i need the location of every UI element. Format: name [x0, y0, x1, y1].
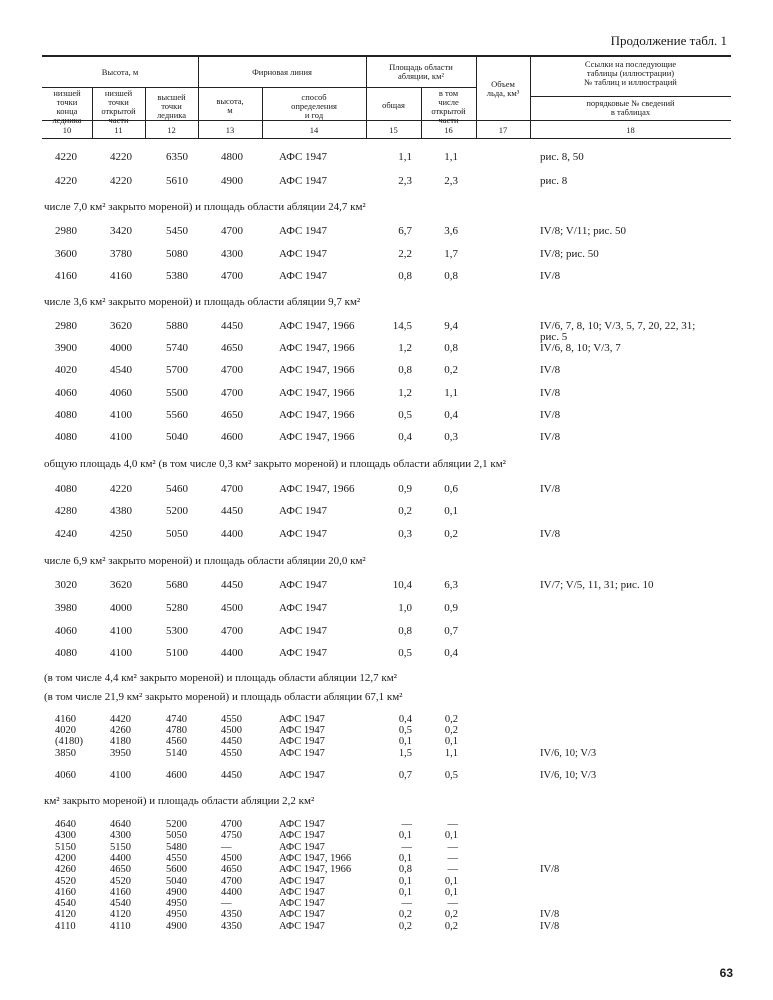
cell-c14: АФС 1947 — [279, 248, 328, 260]
header-area-group: Площадь области абляции, км² — [389, 62, 453, 81]
cell-c13: 4450 — [221, 736, 242, 747]
cell-c18: IV/6, 10; V/3 — [540, 748, 597, 759]
cell-c10: 4120 — [55, 909, 76, 920]
header-col10: низшей точки конца ледника — [52, 88, 82, 125]
cell-c10: 4260 — [55, 864, 76, 875]
cell-c11: 4110 — [110, 921, 131, 932]
cell-c18: IV/8; V/11; рис. 50 — [540, 225, 626, 237]
cell-c16: 0,1 — [444, 505, 458, 517]
cell-c16: 0,2 — [444, 921, 458, 932]
header-col14: способ определения и год — [291, 92, 337, 120]
cell-c16: 6,3 — [444, 579, 458, 591]
cell-c13: 4400 — [221, 887, 242, 898]
cell-c11: 4220 — [110, 151, 132, 163]
cell-c12: 5740 — [166, 342, 188, 354]
cell-c11: 4120 — [110, 909, 131, 920]
cell-c16: 0,1 — [444, 736, 458, 747]
header-col12: высшей точки ледника — [156, 92, 187, 120]
cell-c13: 4700 — [221, 364, 243, 376]
cell-c11: 4650 — [110, 864, 131, 875]
cell-c15: 0,5 — [398, 725, 412, 736]
cell-c16: 2,3 — [444, 175, 458, 187]
cell-c18-continuation: рис. 5 — [540, 331, 568, 343]
cell-c18: IV/8 — [540, 387, 561, 399]
section-note: (в том числе 4,4 км² закрыто мореной) и площадь области абляции 12,7 км² — [44, 672, 397, 684]
cell-c16: 0,2 — [444, 725, 458, 736]
cell-c13: 4400 — [221, 528, 243, 540]
cell-c13: 4400 — [221, 647, 243, 659]
cell-c15: 0,1 — [398, 876, 412, 887]
cell-c13: 4650 — [221, 409, 243, 421]
cell-c11: 4100 — [110, 647, 132, 659]
cell-c15: — — [401, 898, 412, 909]
cell-c13: 4650 — [221, 864, 242, 875]
section-note: (в том числе 21,9 км² закрыто мореной) и площадь области абляции 67,1 км² — [44, 691, 403, 703]
col-number: 15 — [389, 125, 398, 135]
cell-c18: IV/8 — [540, 909, 560, 920]
cell-c11: 4540 — [110, 364, 132, 376]
cell-c16: 0,7 — [444, 625, 458, 637]
cell-c12: 5880 — [166, 320, 188, 332]
cell-c10: 3900 — [55, 342, 77, 354]
cell-c14: АФС 1947 — [279, 528, 328, 540]
cell-c10: 3980 — [55, 602, 77, 614]
cell-c12: 5560 — [166, 409, 188, 421]
cell-c13: 4350 — [221, 921, 242, 932]
cell-c12: 4560 — [166, 736, 187, 747]
cell-c10: 4060 — [55, 770, 76, 781]
cell-c14: АФС 1947 — [279, 819, 325, 830]
cell-c14: АФС 1947, 1966 — [279, 853, 352, 864]
cell-c13: — — [221, 842, 232, 853]
cell-c11: 3620 — [110, 320, 132, 332]
cell-c13: 4650 — [221, 342, 243, 354]
col-number: 17 — [498, 125, 508, 135]
cell-c10: 2980 — [55, 225, 77, 237]
header-bottom-rule — [42, 138, 731, 139]
cell-c14: АФС 1947 — [279, 748, 325, 759]
cell-c10: 4080 — [55, 431, 77, 443]
cell-c15: 0,2 — [398, 505, 412, 517]
cell-c10: 3020 — [55, 579, 77, 591]
cell-c18: IV/8 — [540, 864, 560, 875]
col-number: 13 — [225, 125, 235, 135]
cell-c11: 4540 — [110, 898, 131, 909]
cell-c13: 4450 — [221, 505, 243, 517]
header-refs-group: Ссылки на последующие таблицы (иллюстрации) № таблиц и иллюстраций — [584, 59, 677, 87]
cell-c15: 10,4 — [392, 579, 412, 591]
cell-c10: 4200 — [55, 853, 76, 864]
cell-c14: АФС 1947 — [279, 270, 328, 282]
cell-c10: 4020 — [55, 725, 76, 736]
cell-c16: — — [447, 898, 458, 909]
cell-c12: 5480 — [166, 842, 187, 853]
cell-c18: IV/8 — [540, 528, 561, 540]
cell-c16: 3,6 — [444, 225, 458, 237]
cell-c12: 5700 — [166, 364, 188, 376]
cell-c12: 5200 — [166, 505, 188, 517]
cell-c14: АФС 1947, 1966 — [279, 431, 355, 443]
cell-c12: 5600 — [166, 864, 187, 875]
cell-c18: IV/6, 7, 8, 10; V/3, 5, 7, 20, 22, 31; — [540, 320, 696, 332]
cell-c11: 4000 — [110, 342, 132, 354]
cell-c11: 4400 — [110, 853, 131, 864]
cell-c16: 0,2 — [444, 909, 458, 920]
cell-c12: 4900 — [166, 921, 187, 932]
cell-c18: IV/8 — [540, 364, 561, 376]
cell-c16: 0,3 — [444, 431, 458, 443]
cell-c12: 5460 — [166, 483, 188, 495]
cell-c16: 0,2 — [444, 528, 458, 540]
section-note: числе 3,6 км² закрыто мореной) и площадь области абляции 9,7 км² — [44, 296, 361, 308]
cell-c15: 0,2 — [398, 921, 412, 932]
cell-c16: 0,2 — [444, 364, 458, 376]
cell-c14: АФС 1947 — [279, 770, 325, 781]
cell-c14: АФС 1947, 1966 — [279, 364, 355, 376]
cell-c12: 5380 — [166, 270, 188, 282]
cell-c15: 0,4 — [398, 714, 412, 725]
cell-c11: 4100 — [110, 431, 132, 443]
cell-c13: 4550 — [221, 748, 242, 759]
cell-c15: 14,5 — [392, 320, 412, 332]
cell-c10: 4060 — [55, 625, 77, 637]
cell-c12: 5050 — [166, 830, 187, 841]
cell-c16: — — [447, 819, 458, 830]
cell-c15: 6,7 — [398, 225, 412, 237]
section-note: км² закрыто мореной) и площадь области абляции 2,2 км² — [44, 795, 315, 807]
header-col11: низшей точки открытой части — [101, 88, 136, 125]
cell-c14: АФС 1947 — [279, 898, 325, 909]
cell-c14: АФС 1947 — [279, 876, 325, 887]
cell-c10: 4540 — [55, 898, 76, 909]
cell-c10: 5150 — [55, 842, 76, 853]
cell-c13: 4550 — [221, 714, 242, 725]
cell-c14: АФС 1947 — [279, 151, 328, 163]
cell-c12: 5680 — [166, 579, 188, 591]
cell-c16: 0,4 — [444, 409, 458, 421]
cell-c14: АФС 1947 — [279, 625, 328, 637]
cell-c18: IV/8 — [540, 921, 560, 932]
cell-c12: 5040 — [166, 431, 188, 443]
cell-c15: 1,2 — [398, 342, 412, 354]
cell-c16: 0,1 — [444, 887, 458, 898]
cell-c13: 4300 — [221, 248, 243, 260]
refs-group-rule — [530, 96, 731, 97]
cell-c14: АФС 1947 — [279, 736, 325, 747]
header-refs-sub: порядковые № сведений в таблицах — [586, 98, 675, 117]
cell-c14: АФС 1947, 1966 — [279, 864, 352, 875]
cell-c14: АФС 1947 — [279, 579, 328, 591]
cell-c10: 4060 — [55, 387, 77, 399]
cell-c14: АФС 1947 — [279, 909, 325, 920]
cell-c16: 9,4 — [444, 320, 458, 332]
cell-c15: 0,1 — [398, 853, 412, 864]
cell-c18: рис. 8 — [540, 175, 568, 187]
cell-c15: 0,8 — [398, 625, 412, 637]
cell-c14: АФС 1947, 1966 — [279, 320, 355, 332]
cell-c15: — — [401, 842, 412, 853]
cell-c15: 0,9 — [398, 483, 412, 495]
cell-c15: 0,3 — [398, 528, 412, 540]
cell-c13: — — [221, 898, 232, 909]
cell-c14: АФС 1947 — [279, 921, 325, 932]
cell-c14: АФС 1947 — [279, 505, 328, 517]
cell-c11: 3950 — [110, 748, 131, 759]
cell-c15: 0,4 — [398, 431, 412, 443]
cell-c12: 5300 — [166, 625, 188, 637]
cell-c18: IV/6, 10; V/3 — [540, 770, 597, 781]
cell-c11: 4100 — [110, 770, 131, 781]
cell-c14: АФС 1947 — [279, 725, 325, 736]
cell-c13: 4800 — [221, 151, 243, 163]
cell-c12: 5140 — [166, 748, 187, 759]
cell-c14: АФС 1947 — [279, 830, 325, 841]
cell-c10: 4220 — [55, 151, 77, 163]
cell-c16: 0,4 — [444, 647, 458, 659]
cell-c10: 4220 — [55, 175, 77, 187]
cell-c13: 4700 — [221, 483, 243, 495]
cell-c16: 0,9 — [444, 602, 458, 614]
cell-c16: 0,2 — [444, 714, 458, 725]
cell-c15: 0,1 — [398, 736, 412, 747]
cell-c11: 4380 — [110, 505, 132, 517]
cell-c16: — — [447, 842, 458, 853]
header-col13: высота, м — [216, 96, 244, 115]
cell-c15: 0,2 — [398, 909, 412, 920]
cell-c16: — — [447, 864, 458, 875]
cell-c11: 3420 — [110, 225, 132, 237]
cell-c14: АФС 1947, 1966 — [279, 387, 355, 399]
cell-c13: 4450 — [221, 770, 242, 781]
cell-c10: 4520 — [55, 876, 76, 887]
cell-c13: 4700 — [221, 625, 243, 637]
cell-c13: 4350 — [221, 909, 242, 920]
col-number: 10 — [62, 125, 72, 135]
cell-c15: 1,5 — [398, 748, 412, 759]
cell-c14: АФС 1947 — [279, 175, 328, 187]
cell-c16: 1,7 — [444, 248, 458, 260]
cell-c13: 4500 — [221, 602, 243, 614]
cell-c14: АФС 1947, 1966 — [279, 409, 355, 421]
cell-c13: 4500 — [221, 853, 242, 864]
header-col17: Объем льда, км³ — [486, 79, 520, 98]
cell-c10: 4160 — [55, 270, 77, 282]
table-top-rule — [42, 55, 731, 57]
col-number: 12 — [167, 125, 176, 135]
cell-c14: АФС 1947 — [279, 602, 328, 614]
cell-c18: IV/8 — [540, 431, 561, 443]
cell-c15: 1,1 — [398, 151, 412, 163]
cell-c15: 2,3 — [398, 175, 412, 187]
header-col16: в том числе открытой части — [431, 88, 466, 125]
cell-c10: 4160 — [55, 887, 76, 898]
cell-c10: 4280 — [55, 505, 77, 517]
cell-c12: 4780 — [166, 725, 187, 736]
cell-c12: 5280 — [166, 602, 188, 614]
cell-c15: 0,8 — [398, 270, 412, 282]
cell-c11: 4220 — [110, 483, 132, 495]
cell-c10: 4020 — [55, 364, 77, 376]
col-number: 11 — [114, 125, 123, 135]
cell-c11: 4220 — [110, 175, 132, 187]
cell-c14: АФС 1947 — [279, 714, 325, 725]
cell-c13: 4700 — [221, 270, 243, 282]
cell-c18: IV/8 — [540, 483, 561, 495]
cell-c13: 4700 — [221, 225, 243, 237]
cell-c10: 2980 — [55, 320, 77, 332]
cell-c12: 4740 — [166, 714, 187, 725]
cell-c18: IV/8; рис. 50 — [540, 248, 599, 260]
cell-c16: — — [447, 853, 458, 864]
cell-c12: 5040 — [166, 876, 187, 887]
cell-c16: 0,8 — [444, 270, 458, 282]
header-height-group: Высота, м — [101, 67, 139, 77]
cell-c18: IV/8 — [540, 270, 561, 282]
cell-c18: рис. 8, 50 — [540, 151, 584, 163]
cell-c14: АФС 1947, 1966 — [279, 342, 355, 354]
firn-group-rule — [198, 87, 366, 88]
cell-c13: 4700 — [221, 819, 242, 830]
cell-c10: 4640 — [55, 819, 76, 830]
cell-c14: АФС 1947 — [279, 225, 328, 237]
cell-c13: 4700 — [221, 387, 243, 399]
cell-c10: 4240 — [55, 528, 77, 540]
cell-c12: 5200 — [166, 819, 187, 830]
cell-c13: 4500 — [221, 725, 242, 736]
header-firn-group: Фирновая линия — [252, 67, 312, 77]
cell-c16: 1,1 — [444, 748, 458, 759]
cell-c14: АФС 1947, 1966 — [279, 483, 355, 495]
cell-c10: 3850 — [55, 748, 76, 759]
col-number: 14 — [309, 125, 319, 135]
col-number: 16 — [444, 125, 453, 135]
section-note: числе 6,9 км² закрыто мореной) и площадь области абляции 20,0 км² — [44, 555, 366, 567]
cell-c10: 4080 — [55, 483, 77, 495]
cell-c11: 3780 — [110, 248, 132, 260]
cell-c14: АФС 1947 — [279, 647, 328, 659]
cell-c13: 4600 — [221, 431, 243, 443]
cell-c11: 4260 — [110, 725, 131, 736]
cell-c11: 3620 — [110, 579, 132, 591]
cell-c13: 4750 — [221, 830, 242, 841]
cell-c14: АФС 1947 — [279, 887, 325, 898]
cell-c12: 5450 — [166, 225, 188, 237]
cell-c12: 5100 — [166, 647, 188, 659]
section-note: общую площадь 4,0 км² (в том числе 0,3 км² закрыто мореной) и площадь области абляции 2,1 км² — [44, 458, 506, 470]
col-number: 18 — [626, 125, 635, 135]
cell-c15: — — [401, 819, 412, 830]
cell-c15: 0,1 — [398, 887, 412, 898]
cell-c13: 4900 — [221, 175, 243, 187]
cell-c16: 0,1 — [444, 876, 458, 887]
cell-c12: 4950 — [166, 909, 187, 920]
cell-c14: АФС 1947 — [279, 842, 325, 853]
cell-c15: 1,2 — [398, 387, 412, 399]
cell-c12: 6350 — [166, 151, 188, 163]
cell-c12: 4550 — [166, 853, 187, 864]
cell-c15: 0,8 — [398, 364, 412, 376]
cell-c11: 4300 — [110, 830, 131, 841]
cell-c11: 4060 — [110, 387, 132, 399]
cell-c12: 5610 — [166, 175, 188, 187]
header-col15: общая — [382, 100, 405, 110]
cell-c16: 0,5 — [444, 770, 458, 781]
cell-c11: 4100 — [110, 409, 132, 421]
cell-c15: 0,5 — [398, 409, 412, 421]
cell-c10: 4300 — [55, 830, 76, 841]
cell-c11: 4160 — [110, 270, 132, 282]
cell-c15: 0,8 — [398, 864, 412, 875]
continuation-title: Продолжение табл. 1 — [610, 33, 727, 48]
cell-c10: (4180) — [55, 736, 83, 747]
cell-c16: 0,8 — [444, 342, 458, 354]
cell-c18: IV/8 — [540, 409, 561, 421]
section-note: числе 7,0 км² закрыто мореной) и площадь области абляции 24,7 км² — [44, 201, 366, 213]
cell-c11: 4640 — [110, 819, 131, 830]
cell-c12: 4900 — [166, 887, 187, 898]
cell-c15: 2,2 — [398, 248, 412, 260]
cell-c11: 4180 — [110, 736, 131, 747]
cell-c11: 4000 — [110, 602, 132, 614]
cell-c15: 1,0 — [398, 602, 412, 614]
cell-c16: 1,1 — [444, 151, 458, 163]
cell-c10: 4080 — [55, 647, 77, 659]
cell-c13: 4450 — [221, 579, 243, 591]
cell-c10: 4160 — [55, 714, 76, 725]
page-number: 63 — [719, 966, 733, 980]
cell-c11: 4160 — [110, 887, 131, 898]
cell-c15: 0,7 — [398, 770, 412, 781]
cell-c10: 4110 — [55, 921, 76, 932]
cell-c11: 4520 — [110, 876, 131, 887]
cell-c13: 4450 — [221, 320, 243, 332]
cell-c11: 4250 — [110, 528, 132, 540]
cell-c15: 0,1 — [398, 830, 412, 841]
cell-c16: 0,6 — [444, 483, 458, 495]
cell-c10: 4080 — [55, 409, 77, 421]
cell-c11: 5150 — [110, 842, 131, 853]
cell-c12: 5080 — [166, 248, 188, 260]
cell-c18: IV/7; V/5, 11, 31; рис. 10 — [540, 579, 654, 591]
cell-c10: 3600 — [55, 248, 77, 260]
cell-c11: 4100 — [110, 625, 132, 637]
cell-c12: 4950 — [166, 898, 187, 909]
cell-c18: IV/6, 8, 10; V/3, 7 — [540, 342, 621, 354]
cell-c16: 0,1 — [444, 830, 458, 841]
cell-c12: 5050 — [166, 528, 188, 540]
cell-c12: 4600 — [166, 770, 187, 781]
cell-c11: 4420 — [110, 714, 131, 725]
cell-c12: 5500 — [166, 387, 188, 399]
cell-c15: 0,5 — [398, 647, 412, 659]
cell-c16: 1,1 — [444, 387, 458, 399]
cell-c13: 4700 — [221, 876, 242, 887]
